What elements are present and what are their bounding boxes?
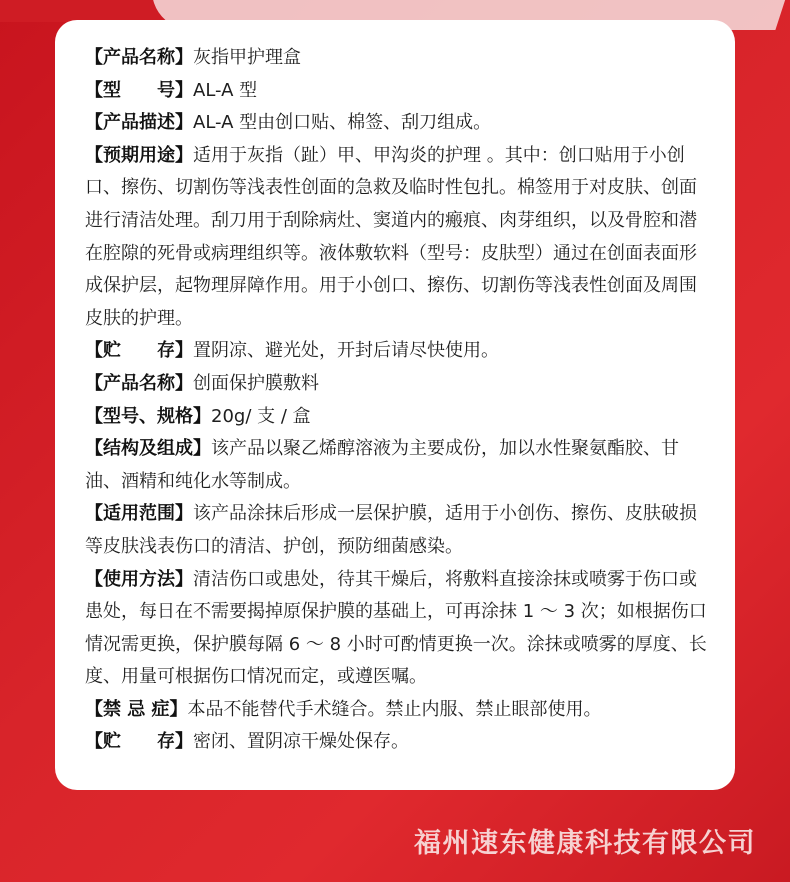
paragraph-scope — [85, 498, 713, 563]
paragraph-intended-use — [85, 140, 713, 336]
paragraph-description — [85, 107, 713, 140]
paragraph-model — [85, 75, 713, 108]
field-value: 密闭、置阴凉干燥处保存。 — [193, 731, 409, 753]
field-value: 该产品以聚乙烯醇溶液为主要成份，加以水性聚氨酯胶、甘油、酒精和纯化水等制成。 — [85, 438, 679, 492]
field-value: AL-A 型 — [193, 79, 258, 101]
paragraph-product-name-1 — [85, 42, 713, 75]
field-label: 【使用方法】 — [85, 568, 193, 590]
paragraph-spec — [85, 401, 713, 434]
paragraph-usage — [85, 564, 713, 694]
paragraph-contraindications — [85, 694, 713, 727]
field-value: 清洁伤口或患处，待其干燥后，将敷料直接涂抹或喷雾于伤口或患处，每日在不需要揭掉原保护膜的基础上，可再涂抹 1 ～ 3 次；如根据伤口情况需更换，保护膜每隔 6 ～ 8 小时可酌情更换一次。涂抹或喷雾的厚度、长度、用量可根据伤口情况而定，或遵医嘱。 — [85, 568, 707, 688]
company-name: 福州速东健康科技有限公司 — [414, 828, 756, 859]
field-label: 【产品名称】 — [85, 47, 193, 68]
field-value: 置阴凉、避光处，开封后请尽快使用。 — [193, 340, 499, 362]
paragraph-composition — [85, 433, 713, 498]
field-label: 【禁 忌 症】 — [85, 698, 188, 720]
field-value: 灰指甲护理盒 — [193, 47, 301, 68]
top-decoration-left — [0, 0, 170, 22]
field-label: 【贮 存】 — [85, 731, 193, 753]
paragraph-storage-2 — [85, 726, 713, 759]
field-label: 【适用范围】 — [85, 503, 193, 525]
field-value: 本品不能替代手术缝合。禁止内服、禁止眼部使用。 — [187, 698, 602, 720]
field-value: 适用于灰指（趾）甲、甲沟炎的护理 。其中：创口贴用于小创口、擦伤、切割伤等浅表性创面的急救及临时性包扎。棉签用于对皮肤、创面进行清洁处理。刮刀用于刮除病灶、窦道内的瘢痕、肉芽组织，以及骨腔和潜在腔隙的死骨或病理组织等。液体敷软料（型号：皮肤型）通过在创面表面形成保护层，起物理屏障作用。用于小创口、擦伤、切割伤等浅表性创面及周围皮肤的护理。 — [85, 144, 697, 329]
product-info — [85, 42, 713, 759]
field-label: 【贮 存】 — [85, 340, 193, 362]
field-label: 【型号、规格】 — [85, 405, 211, 427]
field-value: AL-A 型由创口贴、棉签、刮刀组成。 — [193, 112, 492, 134]
field-label: 【型 号】 — [85, 79, 193, 101]
content-card — [55, 20, 735, 790]
field-label: 【预期用途】 — [85, 144, 193, 166]
field-label: 【产品名称】 — [85, 372, 193, 394]
field-label: 【产品描述】 — [85, 112, 193, 134]
field-value: 20g/ 支 / 盒 — [211, 405, 311, 427]
field-value: 该产品涂抹后形成一层保护膜，适用于小创伤、擦伤、皮肤破损等皮肤浅表伤口的清洁、护创，预防细菌感染。 — [85, 503, 697, 557]
field-label: 【结构及组成】 — [85, 438, 211, 460]
field-value: 创面保护膜敷料 — [193, 372, 319, 394]
paragraph-storage-1 — [85, 335, 713, 368]
paragraph-product-name-2 — [85, 368, 713, 401]
